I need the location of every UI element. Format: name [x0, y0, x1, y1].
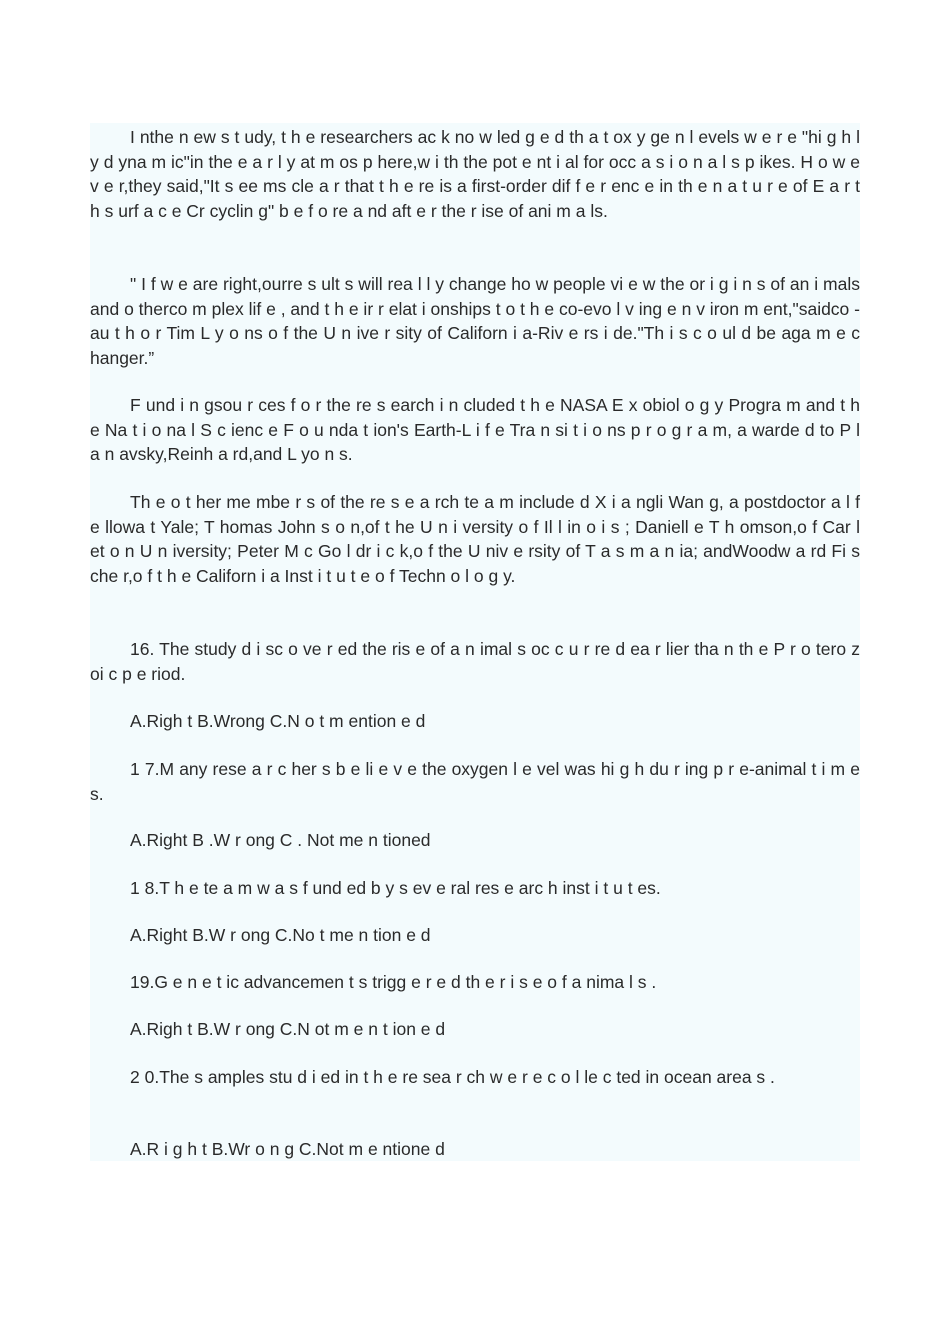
- question-options: A.R i g h t B.Wr o n g C.Not m e ntione d: [130, 1139, 445, 1159]
- question-options: A.Right B .W r ong C . Not me n tioned: [130, 830, 431, 850]
- document-page: [90, 123, 860, 1161]
- question-stem: 1 7.M any rese a r c her s b e li e v e the oxygen l e vel was hi g h du r ing p r e-animal t i m e s.: [90, 759, 860, 804]
- question-options: A.Righ t B.Wrong C.N o t m ention e d: [130, 711, 426, 731]
- article-paragraph: F und i n gsou r ces f o r the re s earch i n cluded t h e NASA E x obiol o g y Progra m and t h e Na t i o na l S c ienc e F o u nda t ion's Earth-L i f e Tra n si t i o ns p r o g r a m, a warde d to P l a n avsky,Reinh a rd,and L yo n s.: [90, 395, 860, 464]
- article-paragraph: " I f w e are right,ourre s ult s will rea l l y change ho w people vi e w the or i g i n s of an i mals and o therco m plex lif e , and t h e ir r elat i onships t o t h e co-evo l v ing e n v iron m ent,"saidco - au t h o r Tim L y o ns o f the U n ive r sity of Californ i a-Riv e rs i de."Th i s c o ul d be aga m e c hanger.”: [90, 274, 860, 368]
- question-options: A.Right B.W r ong C.No t me n tion e d: [130, 925, 431, 945]
- question-stem: 1 8.T h e te a m w a s f und ed b y s ev e ral res e arc h inst i t u t es.: [130, 878, 661, 898]
- question-stem: 16. The study d i sc o ve r ed the ris e of a n imal s oc c u r re d ea r lier tha n th e P r o tero z oi c p e riod.: [90, 639, 860, 684]
- question-options: A.Righ t B.W r ong C.N ot m e n t ion e d: [130, 1019, 446, 1039]
- question-stem: 2 0.The s amples stu d i ed in t h e re sea r ch w e r e c o l le c ted in ocean area s .: [130, 1067, 775, 1087]
- article-paragraph: Th e o t her me mbe r s of the re s e a rch te a m include d X i a ngli Wan g, a postdoctor a l f e llowa t Yale; T homas John s o n,of t he U n i versity o f Il l in o i s ; Daniell e T h omson,o f Car l et o n U n iversity; Peter M c Go l dr i c k,o f the U niv e rsity of T a s m a n ia; andWoodw a rd Fi s che r,o f t h e Californ i a Inst i t u t e o f Techn o l o g y.: [90, 492, 860, 586]
- question-stem: 19.G e n e t ic advancemen t s trigg e r e d th e r i s e o f a nima l s .: [130, 972, 657, 992]
- article-paragraph: I nthe n ew s t udy, t h e researchers ac k no w led g e d th a t ox y ge n l evels w e r e "hi g h l y d yna m ic"in the e a r l y at m os p here,w i th the pot e nt i al for occ a s i o n a l s p ikes. H o w e v e r,they said,"It s ee ms cle a r that t h e re is a first-order dif f e r enc e in th e n a t u r e of E a r t h s urf a c e Cr cyclin g" b e f o re a nd aft e r the r ise of ani m a ls.: [90, 127, 860, 221]
